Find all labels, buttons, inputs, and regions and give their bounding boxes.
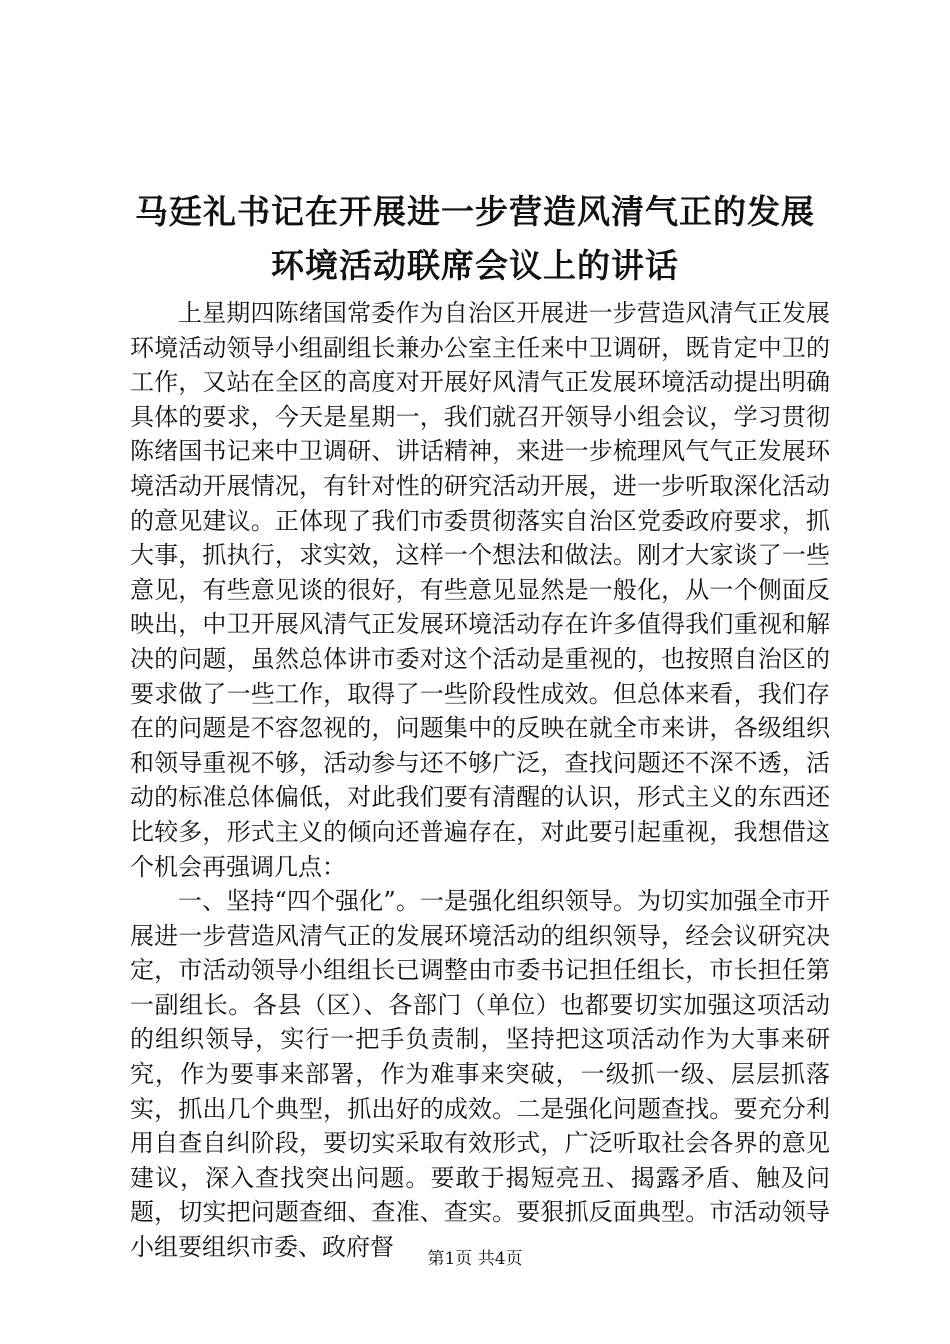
paragraph-intro: 上星期四陈绪国常委作为自治区开展进一步营造风清气正发展环境活动领导小组副组长兼办公室主任来中卫调研，既肯定中卫的工作，又站在全区的高度对开展好风清气正发展环境活动提出明确具体的要求，今天是星期一，我们就召开领导小组会议，学习贯彻陈绪国书记来中卫调研、讲话精神，来进一步梳理风气气正发展环境活动开展情况，有针对性的研究活动开展，进一步听取深化活动的意见建议。正体现了我们市委贯彻落实自治区党委政府要求，抓大事，抓执行，求实效，这样一个想法和做法。刚才大家谈了一些意见，有些意见谈的很好，有些意见显然是一般化，从一个侧面反映出，中卫开展风清气正发展环境活动存在许多值得我们重视和解决的问题，虽然总体讲市委对这个活动是重视的，也按照自治区的要求做了一些工作，取得了一些阶段性成效。但总体来看，我们存在的问题是不容忽视的，问题集中的反映在就全市来讲，各级组织和领导重视不够，活动参与还不够广泛，查找问题还不深不透，活动的标准总体偏低，对此我们要有清醒的认识，形式主义的东西还比较多，形式主义的倾向还普遍存在，对此要引起重视，我想借这个机会再强调几点： bbox=[130, 299, 830, 881]
page-number-footer: 第1页 共4页 bbox=[427, 1249, 523, 1269]
document-body bbox=[130, 296, 830, 1265]
document-title-line-2: 环境活动联席会议上的讲话 bbox=[271, 246, 679, 285]
paragraph-section-1: 一、坚持“四个强化”。一是强化组织领导。为切实加强全市开展进一步营造风清气正的发展环境活动的组织领导，经会议研究决定，市活动领导小组组长已调整由市委书记担任组长，市长担任第一副组长。各县（区）、各部门（单位）也都要切实加强这项活动的组织领导，实行一把手负责制，坚持把这项活动作为大事来研究，作为要事来部署，作为难事来突破，一级抓一级、层层抓落实，抓出几个典型，抓出好的成效。二是强化问题查找。要充分利用自查自纠阶段，要切实采取有效形式，广泛听取社会各界的意见建议，深入查找突出问题。要敢于揭短亮丑、揭露矛盾、触及问题，切实把问题查细、查准、查实。要狠抓反面典型。市活动领导小组要组织市委、政府督 bbox=[130, 887, 830, 1262]
document-title-line-1: 马廷礼书记在开展进一步营造风清气正的发展 bbox=[135, 192, 815, 231]
